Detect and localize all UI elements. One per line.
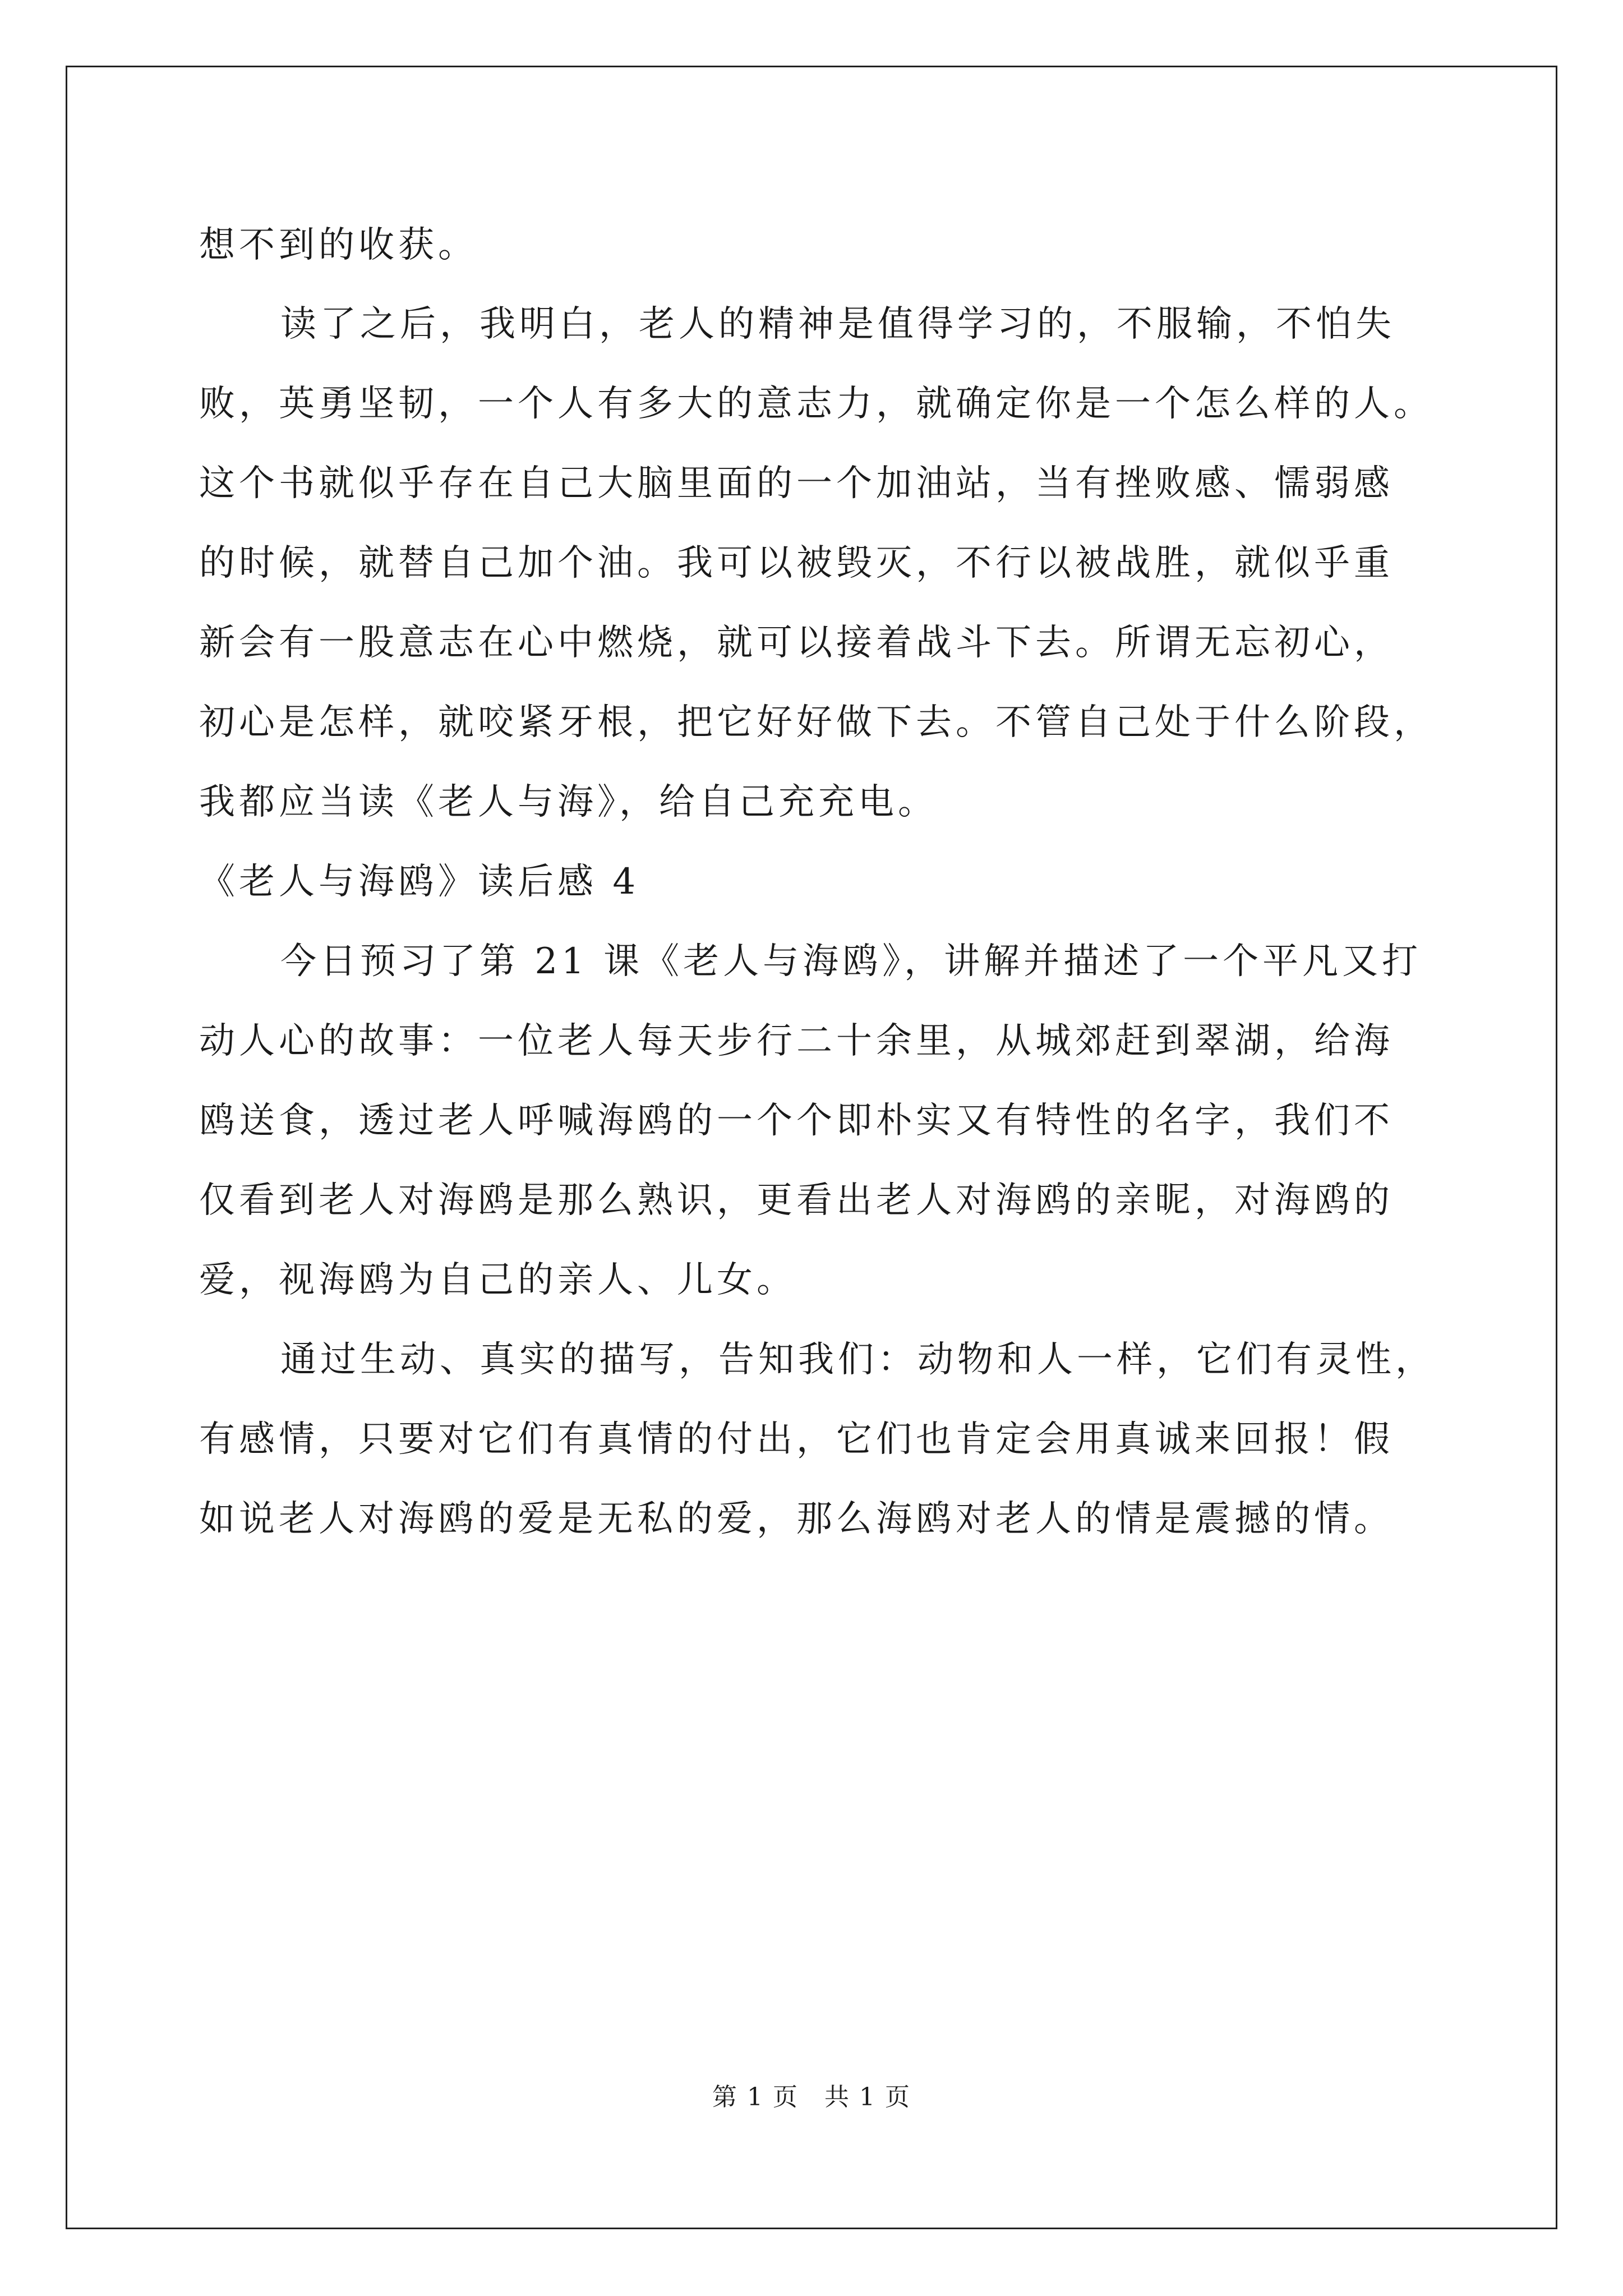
text-line: 这个书就似乎存在自己大脑里面的一个加油站，当有挫败感、懦弱感 [199, 463, 1394, 504]
text-line: 败，英勇坚韧，一个人有多大的意志力，就确定你是一个怎么样的人。 [199, 383, 1433, 425]
page-footer: 第 1 页 共 1 页 [712, 2083, 911, 2111]
text-line: 今日预习了第 21 课《老人与海鸥》，讲解并描述了一个平凡又打 [280, 941, 1422, 982]
text-line: 动人心的故事：一位老人每天步行二十余里，从城郊赶到翠湖，给海 [199, 1020, 1394, 1062]
text-line: 初心是怎样，就咬紧牙根，把它好好做下去。不管自己处于什么阶段， [199, 702, 1433, 743]
text-line: 爱，视海鸥为自己的亲人、儿女。 [199, 1259, 796, 1301]
text-line: 仅看到老人对海鸥是那么熟识，更看出老人对海鸥的亲昵，对海鸥的 [199, 1180, 1394, 1221]
text-line: 的时候，就替自己加个油。我可以被毁灭，不行以被战胜，就似乎重 [199, 542, 1394, 584]
text-line: 新会有一股意志在心中燃烧，就可以接着战斗下去。所谓无忘初心， [199, 622, 1394, 664]
text-line: 我都应当读《老人与海》，给自己充充电。 [199, 781, 938, 823]
text-line: 有感情，只要对它们有真情的付出，它们也肯定会用真诚来回报！假 [199, 1419, 1394, 1460]
section-heading: 《老人与海鸥》读后感 4 [199, 861, 640, 903]
text-line: 想不到的收获。 [199, 224, 478, 266]
text-line: 通过生动、真实的描写，告知我们：动物和人一样，它们有灵性， [280, 1339, 1435, 1381]
text-line: 读了之后，我明白，老人的精神是值得学习的，不服输，不怕失 [280, 303, 1395, 345]
text-line: 如说老人对海鸥的爱是无私的爱，那么海鸥对老人的情是震撼的情。 [199, 1498, 1394, 1540]
text-line: 鸥送食，透过老人呼喊海鸥的一个个即朴实又有特性的名字，我们不 [199, 1100, 1394, 1142]
